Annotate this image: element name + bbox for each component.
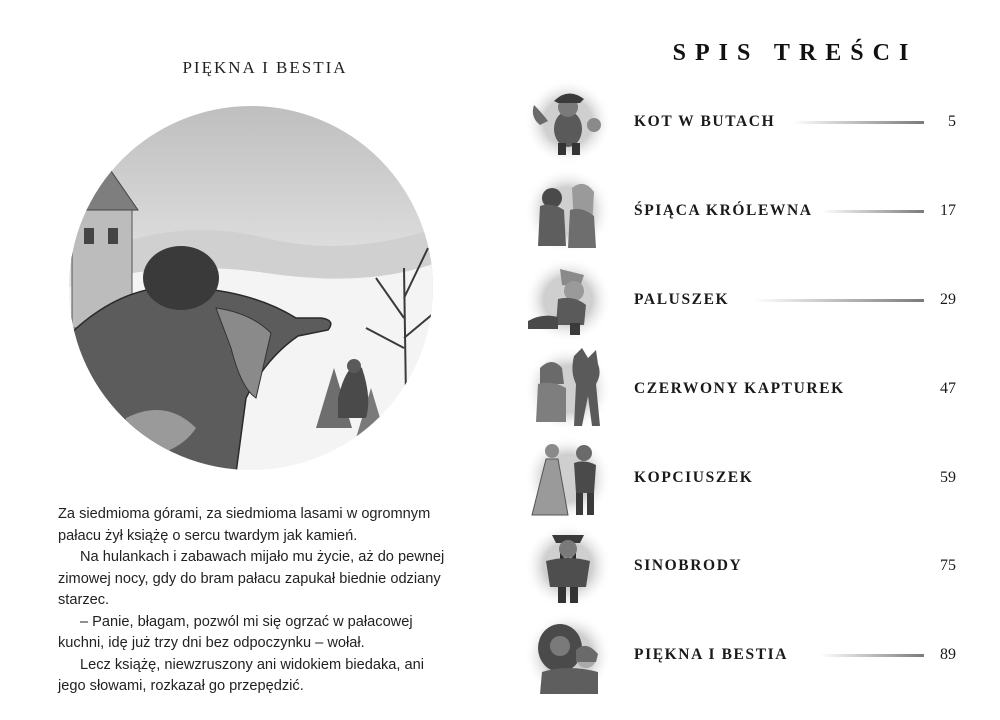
tom-thumb-icon: [522, 255, 614, 345]
toc-entry-label: SINOBRODY: [634, 557, 743, 574]
toc-entry-kot-w-butach[interactable]: [522, 77, 960, 167]
toc-leader-line: [822, 210, 924, 213]
toc-page-number: 29: [940, 291, 956, 308]
toc-leader-line: [754, 299, 924, 302]
story-paragraph: Lecz książę, niewzruszony ani widokiem biedaka, ani jego słowami, rozkazał go przepędzić.: [58, 656, 424, 694]
story-title: PIĘKNA I BESTIA: [182, 58, 348, 77]
toc-entry-label: KOT W BUTACH: [634, 113, 776, 130]
toc-leader-line: [820, 654, 924, 657]
story-paragraph: Za siedmioma górami, za siedmioma lasami w ogromnym pałacu żył książę o sercu twardym jak kamień.: [58, 506, 431, 544]
cinderella-icon: [522, 433, 614, 523]
toc-entry-label: PALUSZEK: [634, 291, 730, 308]
toc-entry-paluszek[interactable]: [522, 255, 960, 345]
sleeping-beauty-icon: [522, 166, 614, 256]
toc-entry-label: ŚPIĄCA KRÓLEWNA: [634, 202, 813, 219]
bluebeard-icon: [522, 521, 614, 611]
toc-entry-label: PIĘKNA I BESTIA: [634, 646, 789, 663]
toc-page-number: 17: [940, 202, 956, 219]
toc-entry-sinobrody[interactable]: [522, 521, 960, 611]
toc-page-number: 5: [948, 113, 956, 130]
story-paragraph: – Panie, błagam, pozwól mi się ogrzać w pałacowej kuchni, idę już trzy dni bez odpoczynku – wołał.: [58, 613, 413, 651]
story-paragraph: Na hulankach i zabawach mijało mu życie, aż do pewnej zimowej nocy, gdy do bram pałacu zapukał biednie odziany starzec.: [58, 549, 445, 608]
toc-page-number: 47: [940, 380, 956, 397]
story-body-text: [58, 504, 453, 698]
toc-entry-spiaca-krolewna[interactable]: [522, 166, 960, 256]
toc-entry-label: KOPCIUSZEK: [634, 469, 754, 486]
toc-page-number: 89: [940, 646, 956, 663]
toc-entry-kopciuszek[interactable]: [522, 433, 960, 523]
beauty-and-beast-icon: [522, 610, 614, 700]
toc-leader-line: [792, 121, 924, 124]
toc-entry-czerwony-kapturek[interactable]: [522, 344, 960, 434]
toc-page-number: 75: [940, 557, 956, 574]
red-riding-hood-icon: [522, 344, 614, 434]
toc-entry-piekna-i-bestia[interactable]: [522, 610, 960, 700]
toc-page-number: 59: [940, 469, 956, 486]
toc-entry-label: CZERWONY KAPTUREK: [634, 380, 845, 397]
toc-title: SPIS TREŚCI: [672, 40, 918, 66]
puss-in-boots-icon: [522, 77, 614, 167]
winter-castle-prince-pointing-illustration: [66, 98, 436, 473]
